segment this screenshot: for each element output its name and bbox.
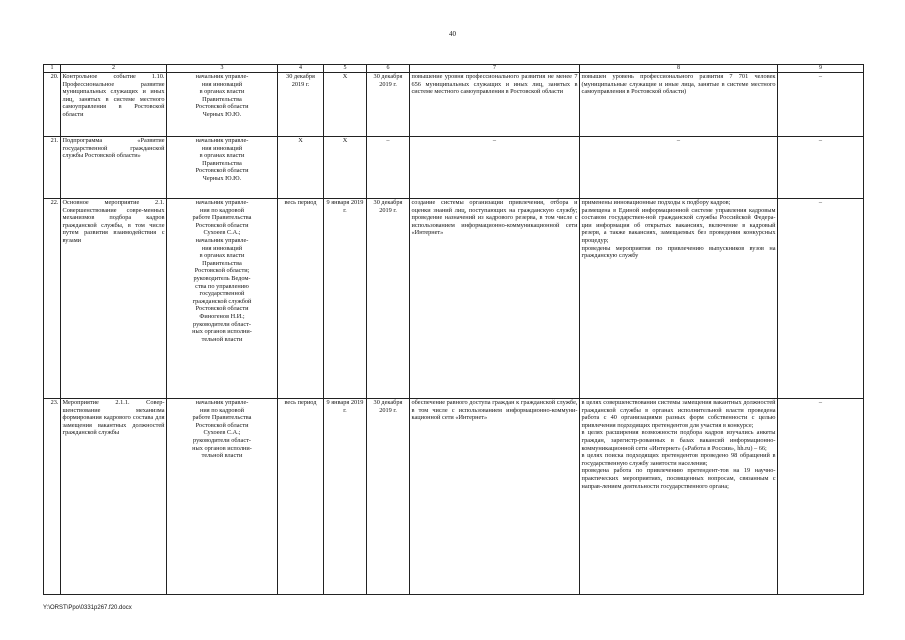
table-row (44, 399, 864, 595)
achieved-result (580, 199, 778, 399)
expected-result: – (410, 137, 580, 199)
planned-start-date: весь период (278, 199, 324, 399)
result-paragraph: проведены мероприятия по привлечению выпускников вузов на гражданскую службу (581, 244, 776, 260)
result-paragraph: применены инновационные подходы к подбору кадров; (581, 199, 731, 206)
result-paragraph: в целях совершенствования системы замещения вакантных должностей гражданской службы в органах исполнительной власти проведена работа с 40 организациями разных форм собственности с целью привлечения подходящих претендентов для участия в конкурсе; (581, 399, 776, 429)
achieved-result (580, 399, 778, 595)
actual-start-date: 9 января 2019 г. (324, 399, 367, 595)
achieved-result: повышен уровень профессионального развития 7 701 человек (муниципальные служащие и иные лица, занятые в системе местного самоуправления в Ростовской области) (580, 73, 778, 137)
end-date: – (367, 137, 410, 199)
end-date: 30 декабря 2019 г. (367, 399, 410, 595)
column-number: 2 (61, 65, 167, 73)
result-paragraph: размещена в Единой информационной системе управления кадровым составом государствен-ной гражданской службы Российской Федера-ции информация об открытых вакансиях, включение в кадровый резерв, а также вакансиях, замещаемых без проведения конкурсных процедур; (581, 206, 776, 244)
measure-name: Подпрограмма «Развитие государственной гражданской службы Ростовской области» (61, 137, 167, 199)
report-table (43, 64, 864, 595)
actual-start-date: 9 января 2019 г. (324, 199, 367, 399)
responsible-person: начальник управле- ния по кадровой работе Правительства Ростовской области Сухоеев С.А.; начальник управле- ния инноваций в органах власти Правительства Ростовской области; руководитель Ведом- ства по управлению государственной гражданской службой Ростовской области Финогенов Н.И.; руководители област- ных органов исполни- тельной власти (167, 199, 278, 399)
end-date: 30 декабря 2019 г. (367, 199, 410, 399)
column-number: 3 (167, 65, 278, 73)
table-row (44, 199, 864, 399)
achieved-result: – (580, 137, 778, 199)
planned-start-date: 30 декабря 2019 г. (278, 73, 324, 137)
end-date: 30 декабря 2019 г. (367, 73, 410, 137)
column-number: 9 (778, 65, 864, 73)
page-number: 40 (449, 30, 456, 38)
measure-name: Контрольное событие 1.10. Профессиональное развитие муниципальных служащих и иных лиц, занятых в системе местного самоуправления в Ростовской области (61, 73, 167, 137)
table-row (44, 137, 864, 199)
column-number: 1 (44, 65, 61, 73)
notes: – (778, 73, 864, 137)
column-number: 5 (324, 65, 367, 73)
result-paragraph: в целях расширения возможности подбора кадров изучались анкеты граждан, зарегистр-рованных в базах вакансий информационно-коммуникационной сети «Интернет» («Работа в России», hh.ru) – 66; (581, 429, 776, 452)
column-number: 7 (410, 65, 580, 73)
notes: – (778, 199, 864, 399)
expected-result: повышение уровня профессионального развития не менее 7 656 муниципальных служащих и иных лиц, занятых в системе местного самоуправления в Ростовской области (410, 73, 580, 137)
result-paragraph: в целях поиска подходящих претендентов проведено 98 обращений в государственную службу занятости населения; (581, 452, 776, 467)
responsible-person: начальник управле- ния инноваций в органах власти Правительства Ростовской области Черных Ю.Ю. (167, 137, 278, 199)
column-number-row (44, 65, 864, 73)
row-number: 23. (44, 399, 61, 595)
table-row (44, 73, 864, 137)
result-paragraph: проведена работа по привлечению претендент-тов на 19 научно-практических мероприятиях, посвященных вопросам, связанным с направ-лением деятельности государственного органа; (581, 467, 776, 490)
expected-result: обеспечение равного доступа граждан к гражданской службе, в том числе с использованием информационно-коммуни-кационной сети «Интернет» (410, 399, 580, 595)
measure-name: Основное мероприятие 2.1. Совершенствование совре-менных механизмов подбора кадров гражданской службы, в том числе путем развития взаимодействия с вузами (61, 199, 167, 399)
planned-start-date: весь период (278, 399, 324, 595)
column-number: 6 (367, 65, 410, 73)
responsible-person: начальник управле- ния инноваций в органах власти Правительства Ростовской области Черных Ю.Ю. (167, 73, 278, 137)
row-number: 21. (44, 137, 61, 199)
measure-name: Мероприятие 2.1.1. Совер-шенствование механизма формирования кадрового состава для замещения вакантных должностей гражданской службы (61, 399, 167, 595)
planned-start-date: X (278, 137, 324, 199)
actual-start-date: X (324, 73, 367, 137)
column-number: 8 (580, 65, 778, 73)
row-number: 20. (44, 73, 61, 137)
notes: – (778, 399, 864, 595)
notes: – (778, 137, 864, 199)
row-number: 22. (44, 199, 61, 399)
responsible-person: начальник управле- ния по кадровой работе Правительства Ростовской области Сухоеев С.А.; руководители област- ных органов исполни- тельной власти (167, 399, 278, 595)
column-number: 4 (278, 65, 324, 73)
file-path-footer: Y:\ORST\Ppo\0331p267.f20.docx (43, 605, 132, 611)
expected-result: создание системы организации привлечения, отбора и оценки знаний лиц, поступающих на гражданскую службу; проведение назначений из кадрового резерва, в том числе с использованием информационно-коммуникационной сети «Интернет» (410, 199, 580, 399)
actual-start-date: X (324, 137, 367, 199)
